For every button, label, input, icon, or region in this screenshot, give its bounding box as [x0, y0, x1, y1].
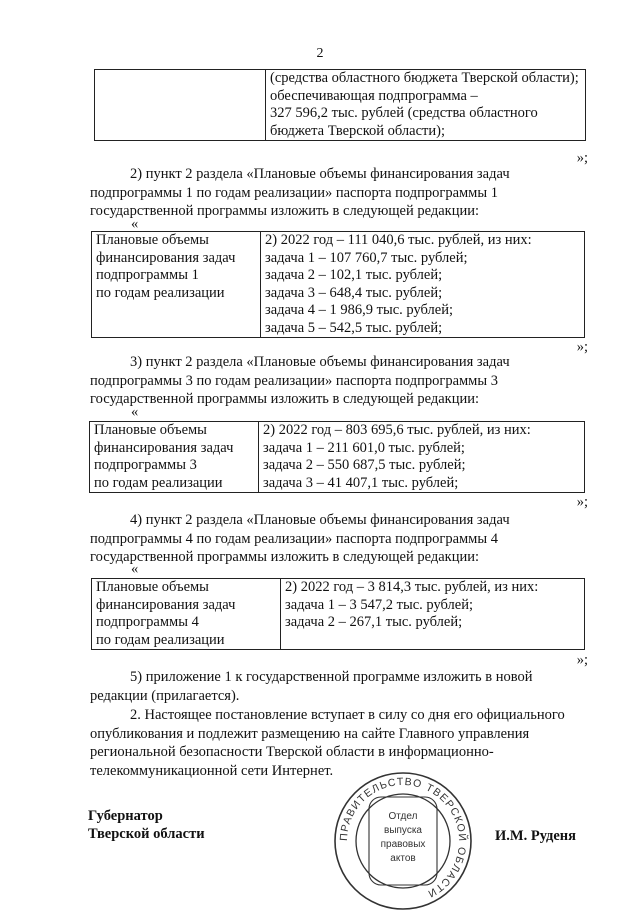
- table-line: бюджета Тверской области);: [270, 122, 445, 139]
- page-number: 2: [316, 46, 324, 61]
- table-line: задача 1 – 211 601,0 тыс. рублей;: [263, 439, 465, 456]
- item-2-table: [91, 231, 585, 338]
- table-line: Плановые объемы: [94, 422, 207, 438]
- official-stamp-icon: [331, 769, 475, 913]
- close-quote: »;: [576, 494, 588, 510]
- close-quote: »;: [576, 150, 588, 166]
- table-line: по годам реализации: [96, 284, 225, 301]
- stamp-line: правовых: [380, 839, 426, 850]
- stamp-line: выпуска: [384, 825, 422, 836]
- item-2-left-cell: [92, 232, 261, 338]
- open-quote: «: [131, 216, 139, 232]
- item-3-right-cell: [259, 422, 585, 493]
- table-line: финансирования задач: [96, 249, 236, 266]
- item-4-right-cell: [281, 579, 585, 650]
- open-quote: «: [131, 561, 139, 577]
- table-line: задача 4 – 1 986,9 тыс. рублей;: [265, 302, 453, 318]
- item-2-right-cell: [261, 232, 585, 338]
- close-quote: »;: [576, 339, 588, 355]
- table-line: финансирования задач: [94, 439, 234, 456]
- top-continuation-table: [94, 69, 586, 141]
- table-line: задача 3 – 648,4 тыс. рублей;: [265, 284, 443, 301]
- item-3-left-cell: [90, 422, 259, 493]
- item-5-paragraph: [90, 668, 584, 705]
- paragraph-line: государственной программы изложить в следующей редакции:: [90, 549, 480, 565]
- table-line: финансирования задач: [96, 596, 236, 613]
- paragraph-line: опубликования и подлежит размещению на сайте Главного управления: [90, 725, 530, 742]
- item-4-paragraph: [90, 511, 584, 567]
- signature-title: [88, 807, 205, 843]
- paragraph-line: 4) пункт 2 раздела «Плановые объемы финансирования задач: [130, 512, 510, 528]
- paragraph-line: подпрограммы 4 по годам реализации» паспорта подпрограммы 4: [90, 530, 498, 547]
- close-quote: »;: [576, 652, 588, 668]
- table-line: задача 3 – 41 407,1 тыс. рублей;: [263, 474, 459, 491]
- paragraph-line: 2. Настоящее постановление вступает в силу со дня его официального: [130, 707, 565, 723]
- table-line: задача 2 – 102,1 тыс. рублей;: [265, 267, 443, 283]
- table-line: по годам реализации: [94, 474, 223, 491]
- paragraph-line: 2) пункт 2 раздела «Плановые объемы финансирования задач: [130, 166, 510, 182]
- paragraph-line: 3) пункт 2 раздела «Плановые объемы финансирования задач: [130, 354, 510, 370]
- paragraph-line: региональной безопасности Тверской области в информационно-: [90, 744, 494, 760]
- table-line: задача 2 – 267,1 тыс. рублей;: [285, 614, 463, 630]
- table-line: подпрограммы 1: [96, 267, 199, 283]
- paragraph-line: государственной программы изложить в следующей редакции:: [90, 203, 480, 219]
- table-line: Плановые объемы: [96, 579, 209, 595]
- item-3-table: [89, 421, 585, 493]
- open-quote: «: [131, 404, 139, 420]
- table-line: 2) 2022 год – 111 040,6 тыс. рублей, из них:: [265, 232, 532, 248]
- paragraph-line: редакции (прилагается).: [90, 687, 240, 704]
- table-line: Плановые объемы: [96, 232, 209, 248]
- item-3-paragraph: [90, 353, 584, 409]
- table-line: 327 596,2 тыс. рублей (средства областного: [270, 105, 538, 121]
- table-line: задача 1 – 3 547,2 тыс. рублей;: [285, 596, 473, 613]
- table-line: подпрограммы 3: [94, 457, 197, 473]
- paragraph-line: государственной программы изложить в следующей редакции:: [90, 391, 480, 407]
- table-line: 2) 2022 год – 803 695,6 тыс. рублей, из них:: [263, 422, 531, 438]
- paragraph-line: подпрограммы 3 по годам реализации» паспорта подпрограммы 3: [90, 372, 498, 389]
- stamp-line: Отдел: [388, 811, 418, 822]
- stamp-ring-text: ПРАВИТЕЛЬСТВО ТВЕРСКОЙ ОБЛАСТИ: [337, 775, 469, 900]
- item-4-table: [91, 578, 585, 650]
- table-line: задача 2 – 550 687,5 тыс. рублей;: [263, 457, 466, 473]
- item-4-left-cell: [92, 579, 281, 650]
- stamp-line: актов: [390, 853, 416, 864]
- top-table-left-cell: [95, 70, 266, 141]
- signatory-name: И.М. Руденя: [495, 828, 577, 844]
- item-2-paragraph: [90, 165, 584, 221]
- table-line: задача 5 – 542,5 тыс. рублей;: [265, 319, 443, 336]
- governor-label: Губернатор: [88, 808, 163, 824]
- table-line: подпрограммы 4: [96, 614, 199, 630]
- table-line: по годам реализации: [96, 631, 225, 648]
- region-label: Тверской области: [88, 826, 205, 842]
- table-line: 2) 2022 год – 3 814,3 тыс. рублей, из них:: [285, 579, 539, 595]
- paragraph-line: подпрограммы 1 по годам реализации» паспорта подпрограммы 1: [90, 184, 498, 201]
- table-line: обеспечивающая подпрограмма –: [270, 87, 478, 104]
- table-line: задача 1 – 107 760,7 тыс. рублей;: [265, 249, 468, 266]
- paragraph-line: телекоммуникационной сети Интернет.: [90, 762, 334, 779]
- paragraph-line: 5) приложение 1 к государственной программе изложить в новой: [130, 669, 533, 685]
- top-table-right-cell: [266, 70, 586, 141]
- table-line: (средства областного бюджета Тверской области);: [270, 70, 579, 86]
